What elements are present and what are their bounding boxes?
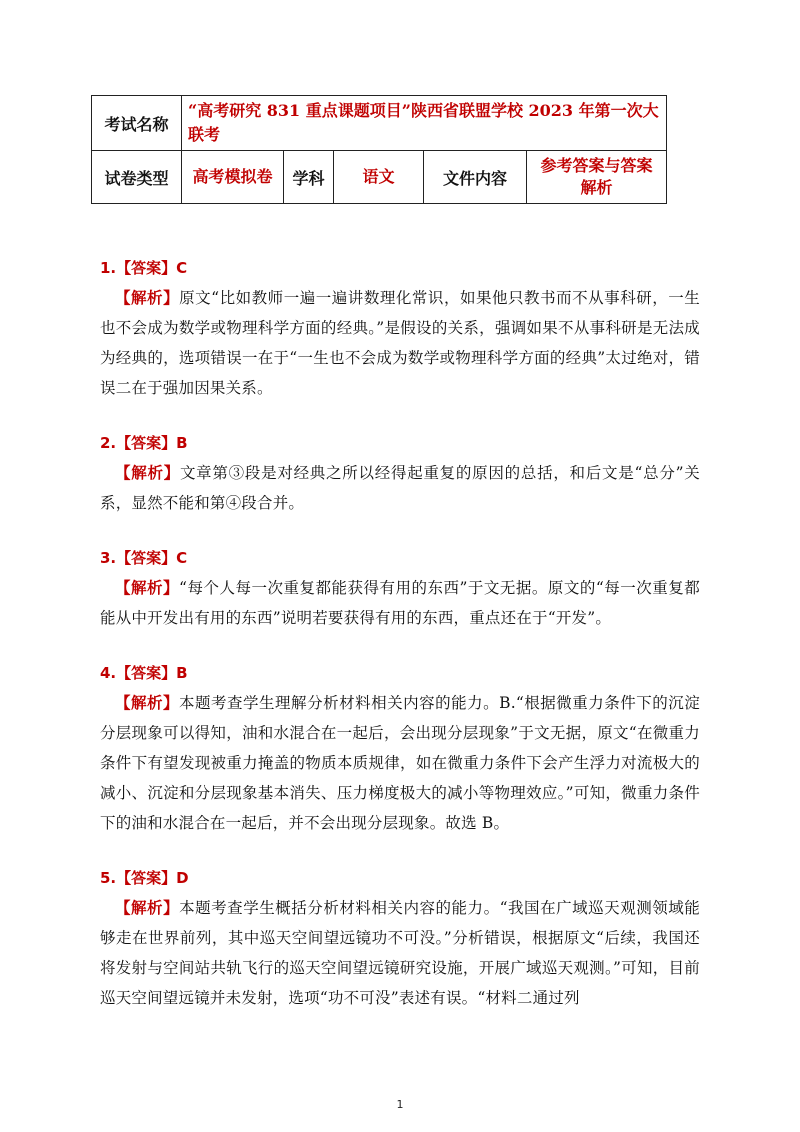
answer-item: [100, 543, 700, 633]
exam-info-table: [91, 95, 667, 204]
explanation: [100, 688, 700, 838]
explanation-text: 本题考查学生概括分析材料相关内容的能力。“我国在广域巡天观测领域能够走在世界前列，其中巡天空间望远镜功不可没。”分析错误，根据原文“后续，我国还将发射与空间站共轨飞行的巡天空间望远镜研究设施，开展广域巡天观测。”可知，目前巡天空间望远镜并未发射，选项“功不可没”表述有误。“材料二通过列: [100, 899, 700, 1007]
explanation-tag: 【解析】: [115, 899, 180, 917]
answer-item: [100, 863, 700, 1013]
explanation-tag: 【解析】: [115, 289, 180, 307]
explanation: [100, 458, 700, 518]
subject: 语文: [334, 151, 424, 204]
answer-list: [100, 253, 700, 1038]
answer-item: [100, 428, 700, 518]
explanation: [100, 573, 700, 633]
explanation-tag: 【解析】: [115, 694, 180, 712]
answer-line: 1.【答案】C: [100, 259, 188, 277]
answer-line: 3.【答案】C: [100, 549, 188, 567]
explanation: [100, 283, 700, 403]
file-content: 参考答案与答案解析: [527, 151, 667, 204]
exam-name: “高考研究 831 重点课题项目”陕西省联盟学校 2023 年第一次大联考: [182, 96, 667, 151]
explanation-tag: 【解析】: [115, 579, 180, 597]
content-label: 文件内容: [424, 151, 527, 204]
explanation-text: 原文“比如教师一遍一遍讲数理化常识，如果他只教书而不从事科研，一生也不会成为数学或物理科学方面的经典。”是假设的关系，强调如果不从事科研是无法成为经典的，选项错误一在于“一生也不会成为数学或物理科学方面的经典”太过绝对，错误二在于强加因果关系。: [100, 289, 700, 397]
paper-type: 高考模拟卷: [182, 151, 284, 204]
answer-item: [100, 253, 700, 403]
page-number: 1: [396, 1098, 404, 1111]
answer-line: 2.【答案】B: [100, 434, 188, 452]
answer-item: [100, 658, 700, 838]
exam-name-label: 考试名称: [92, 96, 182, 151]
answer-line: 4.【答案】B: [100, 664, 188, 682]
answer-line: 5.【答案】D: [100, 869, 189, 887]
explanation-tag: 【解析】: [115, 464, 180, 482]
explanation: [100, 893, 700, 1013]
subject-label: 学科: [284, 151, 334, 204]
explanation-text: 文章第③段是对经典之所以经得起重复的原因的总括，和后文是“总分”关系，显然不能和第④段合并。: [100, 464, 700, 512]
explanation-text: 本题考查学生理解分析材料相关内容的能力。B.“根据微重力条件下的沉淀分层现象可以得知，油和水混合在一起后，会出现分层现象”于文无据，原文“在微重力条件下有望发现被重力掩盖的物质本质规律，如在微重力条件下会产生浮力对流极大的减小、沉淀和分层现象基本消失、压力梯度极大的减小等物理效应。”可知，微重力条件下的油和水混合在一起后，并不会出现分层现象。故选 B。: [100, 694, 700, 832]
explanation-text: “每个人每一次重复都能获得有用的东西”于文无据。原文的“每一次重复都能从中开发出有用的东西”说明若要获得有用的东西，重点还在于“开发”。: [100, 579, 700, 627]
paper-type-label: 试卷类型: [92, 151, 182, 204]
